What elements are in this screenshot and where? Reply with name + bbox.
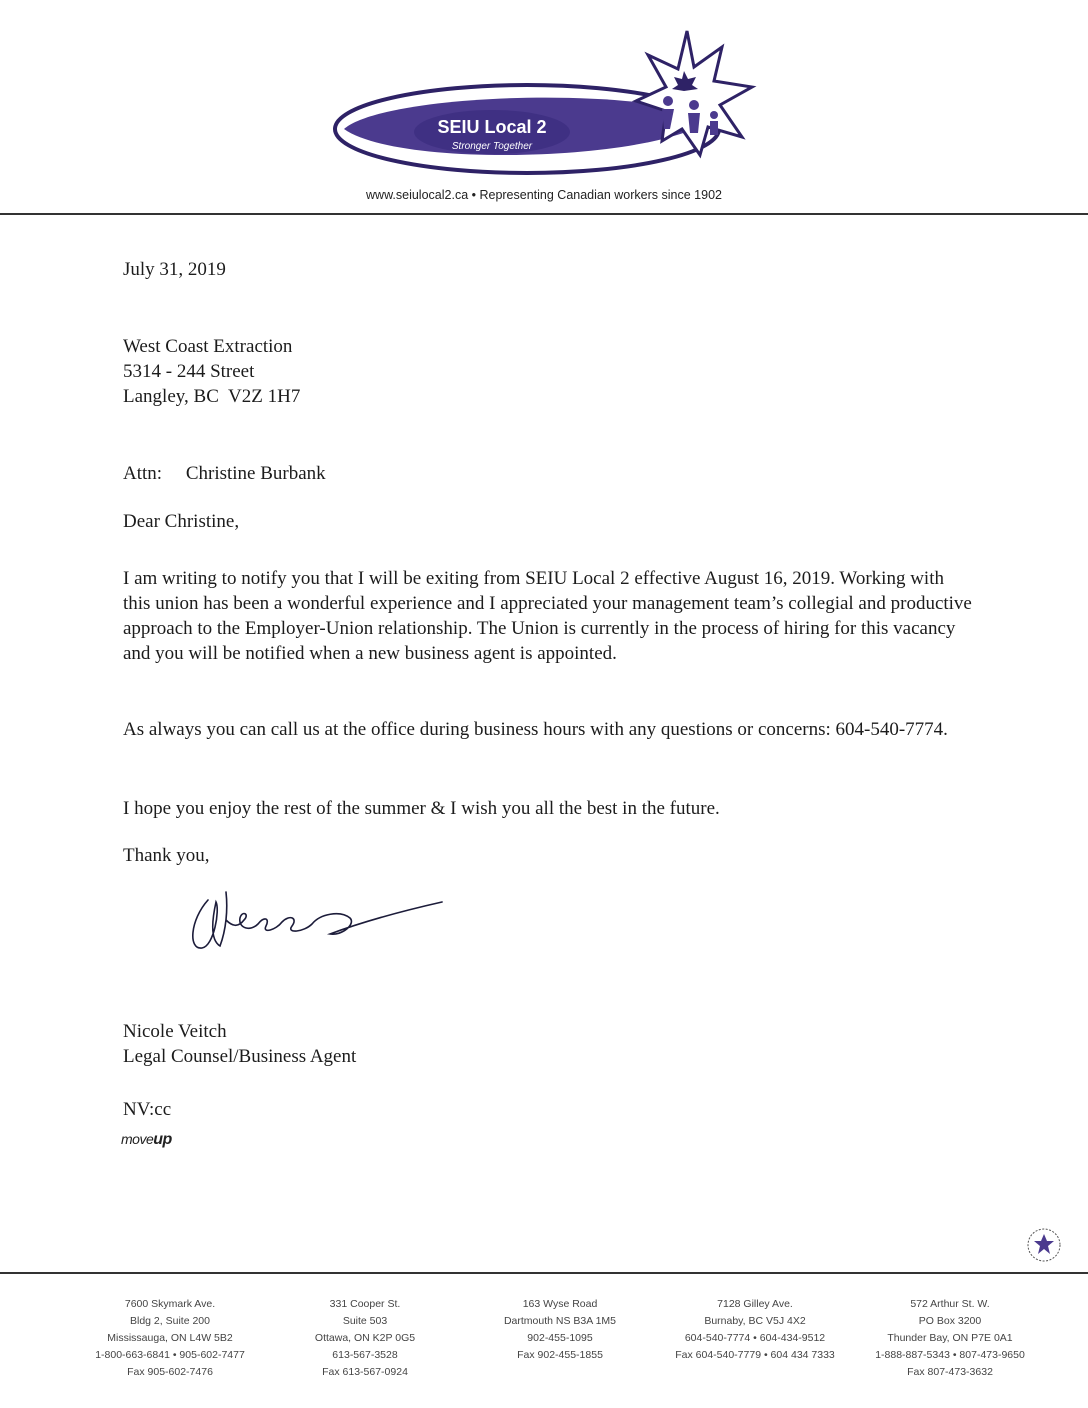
office-addresses bbox=[80, 1296, 1040, 1381]
office-line: PO Box 3200 bbox=[918, 1315, 982, 1327]
office-line: 572 Arthur St. W. bbox=[910, 1298, 990, 1310]
office-line: 163 Wyse Road bbox=[522, 1298, 598, 1310]
office-line: Dartmouth NS B3A 1M5 bbox=[503, 1315, 617, 1327]
body-paragraph: I hope you enjoy the rest of the summer & I wish you all the best in the future. bbox=[123, 798, 720, 819]
footer-divider bbox=[0, 1272, 1088, 1274]
signer-title: Legal Counsel/Business Agent bbox=[123, 1046, 357, 1067]
office-line: Thunder Bay, ON P7E 0A1 bbox=[887, 1332, 1013, 1344]
attn-name: Christine Burbank bbox=[185, 463, 326, 484]
office-address-burnaby bbox=[665, 1296, 845, 1381]
office-line: Burnaby, BC V5J 4X2 bbox=[704, 1315, 806, 1327]
office-line: 7128 Gilley Ave. bbox=[717, 1298, 793, 1310]
attention-line bbox=[123, 461, 326, 486]
office-line: 1-800-663-6841 • 905-602-7477 bbox=[95, 1349, 245, 1361]
attn-label: Attn: bbox=[123, 463, 163, 484]
office-line: 613-567-3528 bbox=[332, 1349, 398, 1361]
recipient-address bbox=[123, 334, 300, 409]
office-line: 1-888-887-5343 • 807-473-9650 bbox=[875, 1349, 1025, 1361]
body-paragraph: As always you can call us at the office during business hours with any questions or concerns: 604-540-7774. bbox=[123, 719, 948, 740]
website-tagline: www.seiulocal2.ca • Representing Canadian workers since 1902 bbox=[366, 188, 722, 202]
recipient-company: West Coast Extraction bbox=[123, 336, 293, 357]
office-line: Fax 613-567-0924 bbox=[322, 1366, 408, 1378]
office-line: Fax 905-602-7476 bbox=[127, 1366, 213, 1378]
logo-tagline: Stronger Together bbox=[451, 141, 533, 152]
office-line: 604-540-7774 • 604-434-9512 bbox=[684, 1332, 826, 1344]
union-bug-icon bbox=[1026, 1227, 1062, 1263]
office-line: Ottawa, ON K2P 0G5 bbox=[314, 1332, 416, 1344]
typist-initials: NV:cc bbox=[123, 1099, 172, 1120]
office-line: Fax 807-473-3632 bbox=[907, 1366, 993, 1378]
office-address-dartmouth bbox=[470, 1296, 650, 1381]
logo-name: SEIU Local 2 bbox=[437, 117, 547, 137]
office-line: Suite 503 bbox=[342, 1315, 388, 1327]
letter-date: July 31, 2019 bbox=[123, 259, 226, 280]
office-line: 331 Cooper St. bbox=[329, 1298, 401, 1310]
union-mark-prefix: move bbox=[121, 1131, 154, 1147]
union-mark-suffix: up bbox=[153, 1131, 172, 1148]
office-line: 902-455-1095 bbox=[527, 1332, 593, 1344]
office-line: Fax 902-455-1855 bbox=[517, 1349, 603, 1361]
closing: Thank you, bbox=[123, 845, 210, 866]
signer-name: Nicole Veitch bbox=[123, 1021, 227, 1042]
union-label-mark bbox=[121, 1131, 172, 1149]
recipient-street: 5314 - 244 Street bbox=[123, 361, 255, 382]
recipient-city: Langley, BC V2Z 1H7 bbox=[123, 386, 301, 407]
salutation: Dear Christine, bbox=[123, 511, 240, 532]
body-paragraph: I am writing to notify you that I will be exiting from SEIU Local 2 effective August 16, 2019. Working with this union has been a wonderful experience and I appreciated your management team’s collegial and productive approach to the Employer-Union relationship. The Union is currently in the process of hiring for this vacancy and you will be notified when a new business agent is appointed. bbox=[123, 568, 972, 664]
handwritten-signature bbox=[180, 880, 450, 960]
header-divider bbox=[0, 213, 1088, 215]
office-line: Bldg 2, Suite 200 bbox=[130, 1315, 210, 1327]
office-address-ottawa bbox=[275, 1296, 455, 1381]
office-line: 7600 Skymark Ave. bbox=[124, 1298, 216, 1310]
office-line: Fax 604-540-7779 • 604 434 7333 bbox=[675, 1349, 835, 1361]
office-address-thunder-bay bbox=[860, 1296, 1040, 1381]
seiu-local-2-logo bbox=[322, 25, 762, 185]
office-address-mississauga bbox=[80, 1296, 260, 1381]
office-line: Mississauga, ON L4W 5B2 bbox=[107, 1332, 233, 1344]
